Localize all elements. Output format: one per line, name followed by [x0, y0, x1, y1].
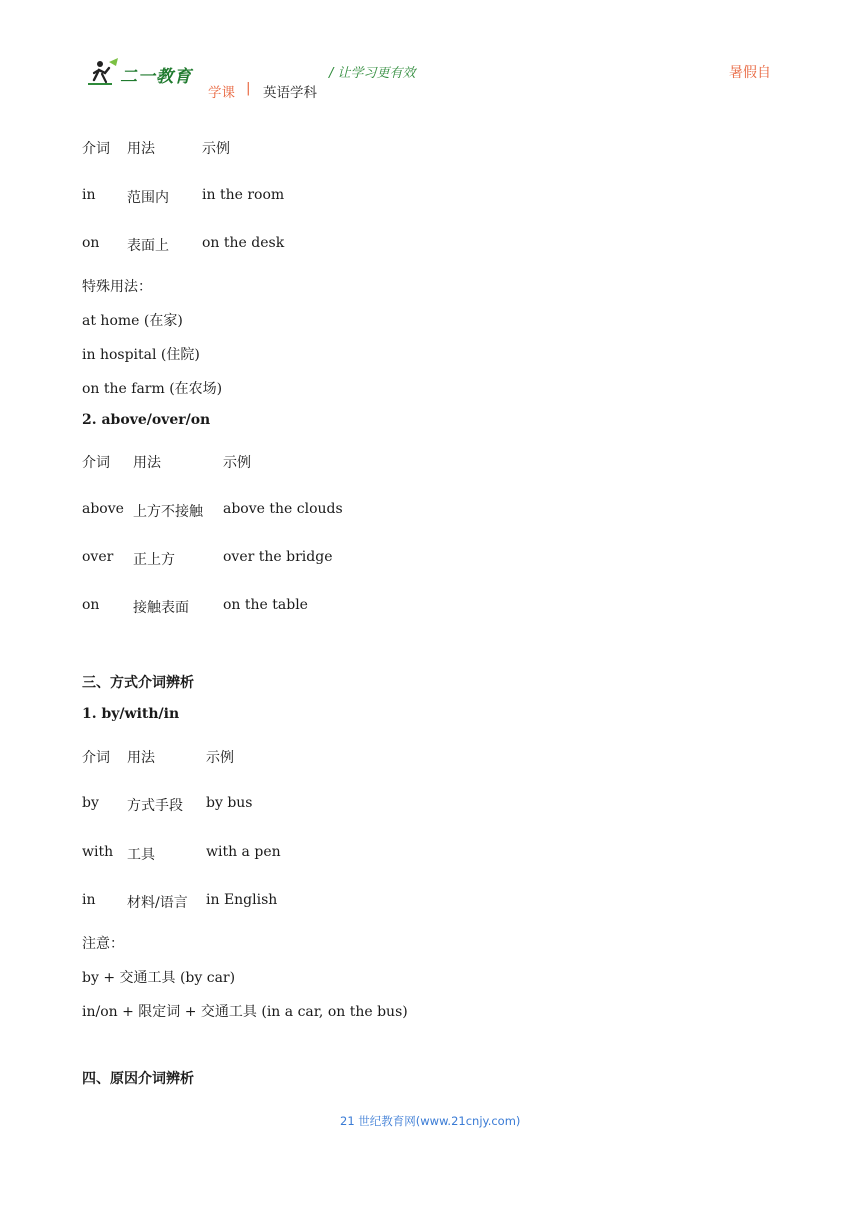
special-usage-item: on the farm (在农场) — [82, 381, 223, 397]
header-cell: 用法 — [127, 141, 155, 157]
site-logo-text: 二一教育 — [120, 67, 192, 87]
header-cell: 用法 — [127, 750, 155, 766]
note-title: 注意： — [82, 936, 124, 952]
table-cell: in — [82, 187, 96, 203]
note-item: by + 交通工具 (by car) — [82, 970, 236, 986]
table-cell: on — [82, 235, 100, 251]
table-cell: by bus — [206, 795, 253, 811]
subsection-heading: 2. above/over/on — [82, 412, 211, 428]
header-cell: 示例 — [223, 455, 251, 471]
table-cell: 范围内 — [127, 190, 169, 206]
header-subject-name: 英语学科 — [263, 85, 317, 101]
special-usage-title: 特殊用法： — [82, 279, 152, 295]
table-cell: with — [82, 844, 114, 860]
table-cell: 上方不接触 — [133, 504, 203, 520]
header-cell: 示例 — [202, 141, 230, 157]
section-heading: 三、方式介词辨析 — [82, 675, 194, 691]
note-item: in/on + 限定词 + 交通工具 (in a car, on the bus) — [82, 1004, 408, 1020]
table-cell: on — [82, 597, 100, 613]
table-cell: with a pen — [206, 844, 281, 860]
header-cell: 示例 — [206, 750, 234, 766]
header-slogan: / 让学习更有效 — [329, 66, 416, 81]
subsection-heading: 1. by/with/in — [82, 706, 180, 722]
table-cell: above — [82, 501, 124, 517]
table-cell: on the table — [223, 597, 308, 613]
table-cell: 接触表面 — [133, 600, 189, 616]
header-cell: 介词 — [82, 141, 110, 157]
table-cell: by — [82, 795, 99, 811]
table-cell: in English — [206, 892, 278, 908]
table-cell: 材料/语言 — [127, 895, 188, 911]
table-cell: 工具 — [127, 847, 155, 863]
header-cell: 介词 — [82, 750, 110, 766]
table-cell: over — [82, 549, 114, 565]
section-heading: 四、原因介词辨析 — [82, 1071, 194, 1087]
header-separator: | — [246, 80, 251, 96]
table-cell: 表面上 — [127, 238, 169, 254]
table-cell: in — [82, 892, 96, 908]
table-cell: in the room — [202, 187, 285, 203]
table-cell: over the bridge — [223, 549, 333, 565]
header-cell: 用法 — [133, 455, 161, 471]
footer-link[interactable]: 21 世纪教育网(www.21cnjy.com) — [340, 1114, 521, 1128]
table-cell: above the clouds — [223, 501, 343, 517]
special-usage-item: at home (在家) — [82, 313, 183, 329]
table-cell: 正上方 — [133, 552, 175, 568]
header-right-label: 暑假自 — [729, 65, 771, 81]
table-cell: on the desk — [202, 235, 285, 251]
table-cell: 方式手段 — [127, 798, 183, 814]
header-subject-course: 学课 — [208, 85, 235, 101]
special-usage-item: in hospital (住院) — [82, 347, 200, 363]
header-cell: 介词 — [82, 455, 110, 471]
